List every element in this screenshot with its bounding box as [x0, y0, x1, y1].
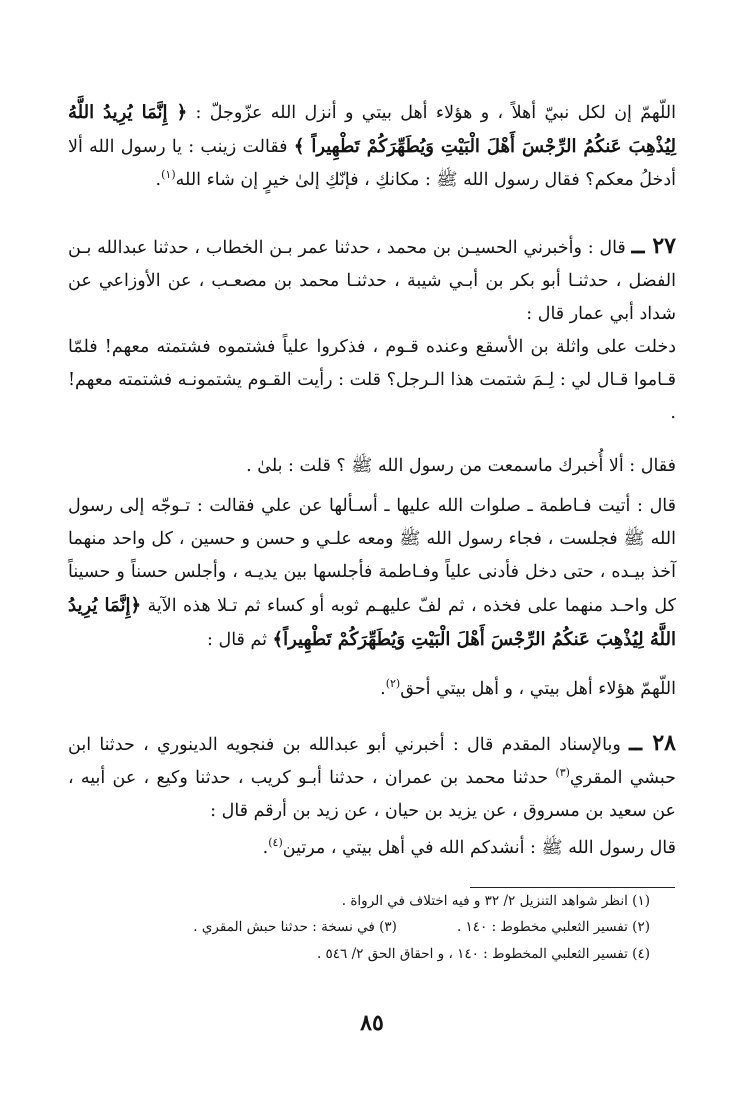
quran-verse-2: ﴿إِنَّمَا يُرِيدُ اللَّهُ لِيُذْهِبَ عَنكُمُ الرِّجْسَ أَهْلَ الْبَيْتِ وَيُطَهِّرَكُمْ تَطْهِيراً﴾ — [68, 595, 676, 650]
footnote-ref-3: (٣) — [555, 766, 570, 780]
hadith-27-text-3: قال : أتيت فـاطمة ـ صلوات الله عليها ـ أسـألها عن علي فقالت : تـوجّه إلى رسول الله ﷺ فجلست ، فجاء رسول الله ﷺ ومعه علـي و حسن و حسين ، كل واحد منهما آخذ بيـده ، حتى دخل فأدنى علياً وفـاطمة فأجلسها بين يديـه ، وأجلس حسناً و حسيناً كل واحـد منهما على فخذه ، ثم لفّ عليهـم ثوبه أو كساء ثم تـلا هذه الآية — [68, 496, 676, 616]
footnote-ref-2: (٢) — [385, 677, 401, 691]
footnote-3: (٣) في نسخة : حدثنا حبش المقري . — [193, 919, 397, 935]
intro-paragraph: اللّهمّ إن لكل نبيّ أهلاً ، و هؤلاء أهل بيتي و أنزل الله عزّوجلّ : ﴿ إِنَّمَا يُرِيدُ اللَّهُ لِيُذْهِبَ عَنكُمُ الرِّجْسَ أَهْلَ الْبَيْتِ وَيُطَهِّرَكُمْ تَطْهِيراً ﴾ فقالت زينب : يا رسول الله ألا أدخلُ معكم؟ فقال رسول الله ﷺ : مكانكِ ، فإنّكِ إلىٰ خيرٍ إن شاء الله$^{(١)}$. — [68, 102, 676, 190]
intro-continuation: فقالت زينب : يا رسول الله ألا أدخلُ معكم؟ فقال رسول الله ﷺ : مكانكِ ، فإنّكِ إلىٰ خيرٍ إن شاء الله — [68, 137, 676, 190]
page-number: ٨٥ — [360, 1010, 384, 1036]
footnote-divider — [470, 887, 675, 888]
hadith-number-28: ٢٨ ــ — [629, 730, 676, 756]
hadith-28-isnad-a: وبالإسناد المقدم قال : أخبرني أبو عبدالله بن فنجويه الدينوري ، حدثنا ابن حبشي المقري — [68, 735, 676, 788]
footnote-ref-4: (٤) — [268, 836, 283, 850]
footnote-1: (١) انظر شواهد التنزيل ٢/ ٣٢ و فيه اختلاف في الرواة . — [341, 893, 650, 909]
hadith-27-paragraph-4: اللّهمّ هؤلاء أهل بيتي ، و أهل بيتي أحق$^{(٢)}$. — [380, 677, 676, 699]
hadith-27-paragraph-1 — [68, 331, 676, 430]
footnote-2: (٢) تفسير الثعلبي مخطوط : ١٤٠ . — [456, 919, 650, 935]
hadith-27-paragraph-3 — [68, 490, 676, 657]
hadith-27-chain — [68, 230, 676, 331]
quran-verse: ﴿ إِنَّمَا يُرِيدُ اللَّهُ لِيُذْهِبَ عَنكُمُ الرِّجْسَ أَهْلَ الْبَيْتِ وَيُطَهِّرَكُمْ تَطْهِيراً ﴾ — [68, 102, 676, 157]
footnote-ref-1: (١) — [161, 168, 176, 182]
hadith-27-text-3-end: ثم قال : — [207, 630, 267, 650]
footnote-row-2 — [193, 919, 650, 935]
hadith-27-paragraph-2 — [68, 450, 676, 483]
hadith-number-27: ٢٧ ــ — [631, 233, 676, 259]
hadith-28-text-1: قال رسول الله ﷺ : أنشدكم الله في أهل بيتي ، مرتين — [282, 838, 676, 858]
hadith-27-isnad: قال : وأخبرني الحسيـن بن محمد ، حدثنا عمر بـن الخطاب ، حدثنا عبدالله بـن الفضل ، حدثنـا أبو بكر بن أبـي شيبة ، حدثنـا محمد بن مصعـب ، عن الأوزاعي عن شداد أبي عمار قال : — [68, 238, 676, 324]
hadith-27-text-4: اللّهمّ هؤلاء أهل بيتي ، و أهل بيتي أحق — [400, 679, 676, 699]
hadith-28-chain — [68, 727, 676, 828]
intro-text: اللّهمّ إن لكل نبيّ أهلاً ، و هؤلاء أهل بيتي و أنزل الله عزّوجلّ : — [195, 103, 676, 123]
hadith-28-paragraph-1: قال رسول الله ﷺ : أنشدكم الله في أهل بيتي ، مرتين$^{(٤)}$. — [262, 836, 676, 858]
hadith-27-text-1: دخلت على واثلة بن الأسقع وعنده قـوم ، فذكروا علياً فشتموه فشتمته معهم! فلمّا قـاموا قـال لي : لِـمَ شتمت هذا الـرجل؟ قلت : رأيت القـوم يشتمونـه فشتمته معهم! . — [68, 337, 676, 423]
hadith-28-isnad-b: حدثنا محمد بن عمران ، حدثنا أبـو كريب ، حدثنا وكيع ، عن أبيه ، عن سعيد بن مسروق ، عن يزيد بن حيان ، عن زيد بن أرقم قال : — [68, 768, 676, 821]
footnote-4: (٤) تفسير الثعلبي المخطوط : ١٤٠ ، و احقاق الحق ٢/ ٥٤٦ . — [316, 946, 650, 962]
hadith-27-text-2: فقال : ألا أُخبرك ماسمعت من رسول الله ﷺ ؟ قلت : بلىٰ . — [246, 456, 676, 476]
